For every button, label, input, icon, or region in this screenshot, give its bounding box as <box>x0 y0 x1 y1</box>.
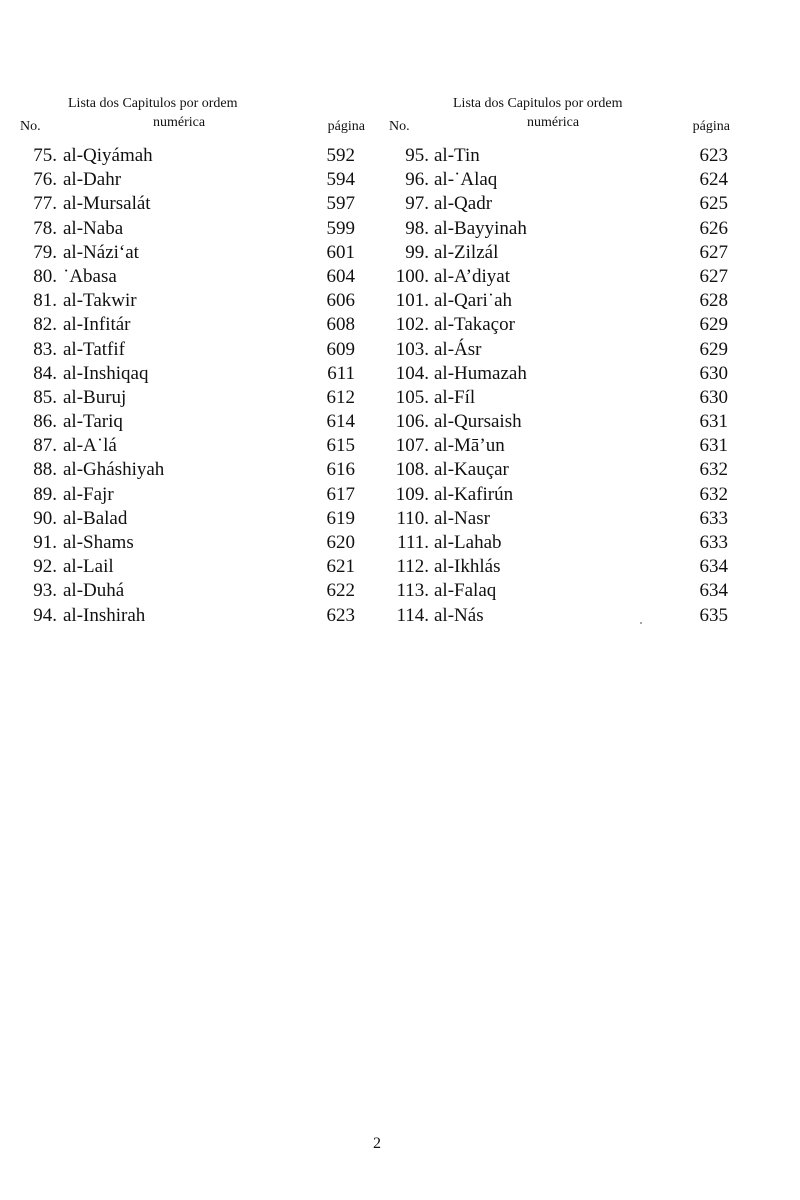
table-row <box>384 531 730 555</box>
chapter-name: al-Buruj <box>63 386 127 408</box>
chapter-page: 616 <box>326 459 355 481</box>
chapter-number: 99. <box>405 241 429 263</box>
chapter-number: 110. <box>396 507 429 529</box>
chapter-page: 632 <box>699 459 728 481</box>
chapter-number: 112. <box>396 556 429 578</box>
chapter-number: 92. <box>33 556 57 578</box>
chapter-number: 83. <box>33 338 57 360</box>
right-table-header <box>384 96 730 138</box>
right-chapter-table <box>384 96 730 628</box>
chapter-page: 633 <box>699 507 728 529</box>
table-row <box>20 192 365 216</box>
table-row <box>20 168 365 192</box>
chapter-name: al-A˙lá <box>63 435 117 457</box>
chapter-number: 107. <box>395 435 429 457</box>
table-row <box>20 531 365 555</box>
chapter-name: al-Nasr <box>434 507 490 529</box>
table-row <box>384 289 730 313</box>
chapter-page: 623 <box>699 145 728 166</box>
chapter-number: 88. <box>33 459 57 481</box>
chapter-page: 630 <box>699 362 728 384</box>
chapter-name: al-Gháshiyah <box>63 459 165 481</box>
chapter-name: al-Ikhlás <box>434 556 501 578</box>
table-row <box>20 507 365 531</box>
chapter-page: 624 <box>699 169 728 191</box>
chapter-page: 620 <box>326 532 355 553</box>
table-row <box>20 338 365 362</box>
chapter-name: al-Duhá <box>63 580 125 602</box>
table-row <box>20 313 365 337</box>
chapter-page: 623 <box>326 604 355 626</box>
chapter-name: al-Fajr <box>63 483 114 505</box>
chapter-page: 612 <box>326 386 355 408</box>
chapter-name: al-Qadr <box>434 193 493 215</box>
chapter-page: 631 <box>699 435 728 457</box>
chapter-number: 84. <box>33 362 57 384</box>
chapter-name: al-Zilzál <box>434 241 499 263</box>
chapter-number: 78. <box>33 217 57 239</box>
chapter-name: al-Tatfif <box>63 338 125 360</box>
chapter-page: 608 <box>326 314 355 336</box>
chapter-number: 109. <box>395 483 429 505</box>
chapter-page: 628 <box>699 290 728 312</box>
table-row <box>20 458 365 482</box>
table-row <box>384 265 730 289</box>
chapter-number: 94. <box>33 604 57 626</box>
chapter-page: 594 <box>326 169 355 191</box>
chapter-name: al-Qursaish <box>434 411 522 433</box>
chapter-number: 103. <box>395 338 429 360</box>
table-title: Lista dos Capitulos por ordem <box>68 96 238 111</box>
chapter-number: 85. <box>33 386 57 408</box>
table-row <box>384 434 730 458</box>
table-row <box>384 241 730 265</box>
chapter-number: 80. <box>33 265 57 287</box>
chapter-name: al-˙Alaq <box>434 169 498 191</box>
chapter-name: al-Mursalát <box>63 193 151 215</box>
table-row <box>384 410 730 434</box>
table-row <box>20 434 365 458</box>
chapter-number: 89. <box>33 483 57 505</box>
table-row <box>20 483 365 507</box>
chapter-page: 606 <box>326 290 355 312</box>
chapter-number: 77. <box>33 193 57 215</box>
table-row <box>20 604 365 628</box>
table-row <box>384 338 730 362</box>
table-row <box>384 458 730 482</box>
chapter-name: al-Naba <box>63 217 124 239</box>
chapter-number: 114. <box>396 604 429 626</box>
table-row <box>384 362 730 386</box>
number-column-header: No. <box>389 119 410 134</box>
chapter-page: 619 <box>326 507 355 529</box>
chapter-page: 626 <box>699 217 728 239</box>
chapter-page: 592 <box>326 145 355 166</box>
table-row <box>384 168 730 192</box>
chapter-name: al-Názi‘at <box>63 241 139 263</box>
chapter-number: 79. <box>33 241 57 263</box>
chapter-page: 631 <box>699 411 728 433</box>
chapter-number: 81. <box>33 290 57 312</box>
chapter-name: al-Qiyámah <box>63 145 153 166</box>
chapter-number: 105. <box>395 386 429 408</box>
chapter-number: 76. <box>33 169 57 191</box>
chapter-name: al-Tariq <box>63 411 123 433</box>
chapter-name: al-Mā’un <box>434 435 505 457</box>
table-row <box>384 507 730 531</box>
chapter-name: al-Ásr <box>434 338 482 360</box>
table-row <box>384 604 730 628</box>
chapter-page: 627 <box>699 265 728 287</box>
scan-speck <box>640 622 642 624</box>
table-row <box>384 579 730 603</box>
chapter-name: al-Dahr <box>63 169 122 191</box>
chapter-number: 91. <box>33 532 57 553</box>
table-row <box>384 144 730 168</box>
chapter-number: 97. <box>405 193 429 215</box>
table-row <box>20 555 365 579</box>
left-table-header <box>20 96 365 138</box>
table-row <box>384 192 730 216</box>
chapter-page: 601 <box>326 241 355 263</box>
left-table-rows <box>20 144 365 628</box>
chapter-name: al-A’diyat <box>434 265 510 287</box>
chapter-name: al-Inshiqaq <box>63 362 149 384</box>
table-row <box>384 217 730 241</box>
table-row <box>20 362 365 386</box>
chapter-name: al-Tin <box>434 145 480 166</box>
chapter-name: al-Kauçar <box>434 459 509 481</box>
page-column-header: página <box>692 119 730 134</box>
table-row <box>20 579 365 603</box>
chapter-number: 87. <box>33 435 57 457</box>
chapter-name: al-Balad <box>63 507 128 529</box>
page-column-header: página <box>327 119 365 134</box>
chapter-page: 632 <box>699 483 728 505</box>
chapter-number: 86. <box>33 411 57 433</box>
chapter-name: al-Shams <box>63 532 134 553</box>
chapter-number: 101. <box>395 290 429 312</box>
table-row <box>384 555 730 579</box>
chapter-number: 90. <box>33 507 57 529</box>
number-column-header: No. <box>20 119 41 134</box>
chapter-page: 604 <box>326 265 355 287</box>
chapter-number: 106. <box>395 411 429 433</box>
chapter-name: al-Falaq <box>434 580 497 602</box>
chapter-number: 95. <box>405 145 429 166</box>
chapter-name: al-Takaçor <box>434 314 515 336</box>
chapter-number: 108. <box>395 459 429 481</box>
table-row <box>20 241 365 265</box>
chapter-name: al-Takwir <box>63 290 137 312</box>
chapter-number: 102. <box>395 314 429 336</box>
chapter-number: 113. <box>396 580 429 602</box>
left-chapter-table <box>20 96 365 628</box>
table-row <box>20 144 365 168</box>
chapter-name: al-Lahab <box>434 532 502 553</box>
table-title: Lista dos Capitulos por ordem <box>453 96 623 111</box>
chapter-page: 622 <box>326 580 355 602</box>
table-row <box>20 265 365 289</box>
table-row <box>384 313 730 337</box>
chapter-number: 96. <box>405 169 429 191</box>
chapter-name: al-Infitár <box>63 314 131 336</box>
table-row <box>20 386 365 410</box>
chapter-page: 611 <box>327 362 355 384</box>
chapter-page: 621 <box>326 556 355 578</box>
chapter-name: al-Humazah <box>434 362 527 384</box>
chapter-number: 104. <box>395 362 429 384</box>
table-row <box>20 217 365 241</box>
chapter-number: 75. <box>33 145 57 166</box>
chapter-page: 617 <box>326 483 355 505</box>
chapter-page: 627 <box>699 241 728 263</box>
table-row <box>20 289 365 313</box>
chapter-page: 629 <box>699 338 728 360</box>
table-row <box>20 410 365 434</box>
chapter-name: ˙Abasa <box>63 265 117 287</box>
chapter-page: 615 <box>326 435 355 457</box>
chapter-page: 630 <box>699 386 728 408</box>
chapter-number: 111. <box>397 532 429 553</box>
right-table-rows <box>384 144 730 628</box>
chapter-page: 633 <box>699 532 728 553</box>
chapter-name: al-Nás <box>434 604 484 626</box>
chapter-page: 629 <box>699 314 728 336</box>
chapter-page: 599 <box>326 217 355 239</box>
chapter-page: 634 <box>699 556 728 578</box>
chapter-number: 100. <box>395 265 429 287</box>
table-subtitle: numérica <box>153 115 206 130</box>
page-number: 2 <box>373 1135 381 1152</box>
chapter-number: 93. <box>33 580 57 602</box>
chapter-page: 614 <box>326 411 355 433</box>
chapter-name: al-Lail <box>63 556 114 578</box>
chapter-number: 82. <box>33 314 57 336</box>
chapter-page: 609 <box>326 338 355 360</box>
chapter-page: 634 <box>699 580 728 602</box>
chapter-page: 625 <box>699 193 728 215</box>
table-row <box>384 386 730 410</box>
chapter-name: al-Bayyinah <box>434 217 527 239</box>
table-subtitle: numérica <box>527 115 580 130</box>
chapter-number: 98. <box>405 217 429 239</box>
chapter-page: 635 <box>699 604 728 626</box>
table-row <box>384 483 730 507</box>
chapter-name: al-Fíl <box>434 386 476 408</box>
chapter-name: al-Kafirún <box>434 483 514 505</box>
chapter-page: 597 <box>326 193 355 215</box>
chapter-name: al-Qari˙ah <box>434 290 513 312</box>
chapter-name: al-Inshirah <box>63 604 146 626</box>
